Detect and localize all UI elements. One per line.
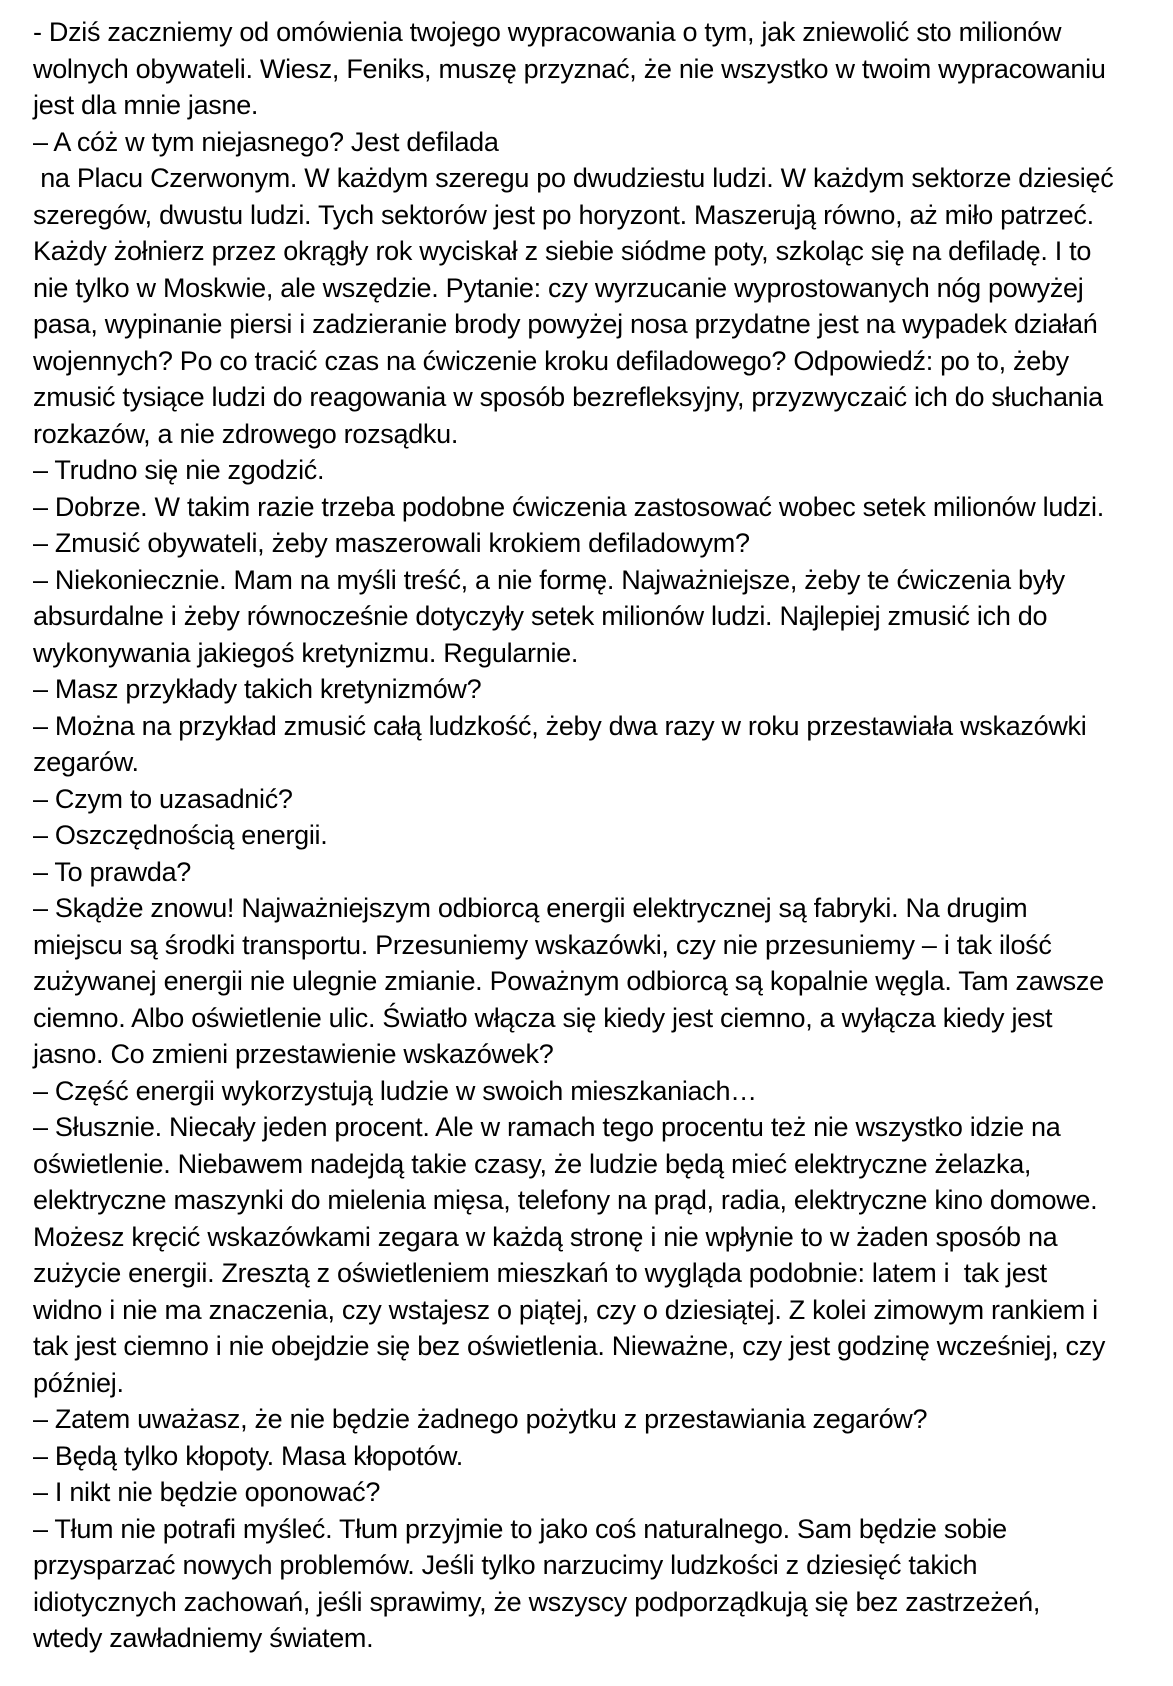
text-line: idiotycznych zachowań, jeśli sprawimy, że wszyscy podporządkują się bez zastrzeżeń, [33,1586,1041,1617]
text-line: zużycie energii. Zresztą z oświetleniem mieszkań to wygląda podobnie: latem i tak jest [33,1258,1047,1288]
text-line: tak jest ciemno i nie obejdzie się bez oświetlenia. Nieważne, czy jest godzinę wcześniej, czy [33,1331,1106,1361]
text-line: elektryczne maszynki do mielenia mięsa, telefony na prąd, radia, elektryczne kino domowe. [33,1185,1098,1215]
text-line: nie tylko w Moskwie, ale wszędzie. Pytanie: czy wyrzucanie wyprostowanych nóg powyżej [33,272,1084,303]
text-line: – To prawda? [33,856,192,887]
text-line: przysparzać nowych problemów. Jeśli tylko narzucimy ludzkości z dziesięć takich [33,1550,978,1580]
text-line: – Część energii wykorzystują ludzie w swoich mieszkaniach… [33,1075,757,1106]
text-line: – Dobrze. W takim razie trzeba podobne ćwiczenia zastosować wobec setek milionów ludzi. [33,491,1104,522]
text-line: na Placu Czerwonym. W każdym szeregu po dwudziestu ludzi. W każdym sektorze dziesięć [33,163,1114,193]
text-line: wtedy zawładniemy światem. [33,1623,374,1653]
dialogue-text-block [33,14,1167,1657]
text-line: – Masz przykłady takich kretynizmów? [33,674,482,704]
text-line: – Zatem uważasz, że nie będzie żadnego pożytku z przestawiania zegarów? [33,1404,928,1434]
text-line: zegarów. [33,747,139,777]
text-line: – Zmusić obywateli, żeby maszerowali krokiem defiladowym? [33,528,750,558]
text-line: – Słusznie. Niecały jeden procent. Ale w ramach tego procentu też nie wszystko idzie na [33,1112,1061,1142]
text-line: wolnych obywateli. Wiesz, Feniks, muszę przyznać, że nie wszystko w twoim wypracowaniu [33,53,1106,84]
text-line: wykonywania jakiegoś kretynizmu. Regularnie. [33,637,579,668]
text-line: wojennych? Po co tracić czas na ćwiczenie kroku defiladowego? Odpowiedź: po to, żeby [33,345,1069,376]
text-line: zużywanej energii nie ulegnie zmianie. Poważnym odbiorcą są kopalnie węgla. Tam zawsze [33,966,1104,996]
text-line: – Można na przykład zmusić całą ludzkość, żeby dwa razy w roku przestawiała wskazówki [33,710,1087,741]
text-line: oświetlenie. Niebawem nadejdą takie czasy, że ludzie będą mieć elektryczne żelazka, [33,1148,1032,1179]
text-line: – Tłum nie potrafi myśleć. Tłum przyjmie to jako coś naturalnego. Sam będzie sobie [33,1513,1007,1544]
text-line: – Czym to uzasadnić? [33,783,293,814]
text-line: – Skądże znowu! Najważniejszym odbiorcą energii elektrycznej są fabryki. Na drugim [33,893,1028,923]
text-line: - Dziś zaczniemy od omówienia twojego wypracowania o tym, jak zniewolić sto milionów [33,17,1062,47]
text-line: miejscu są środki transportu. Przesuniemy wskazówki, czy nie przesuniemy – i tak ilość [33,929,1052,960]
text-line: później. [33,1367,124,1398]
text-line: – Trudno się nie zgodzić. [33,455,325,485]
text-line: pasa, wypinanie piersi i zadzieranie brody powyżej nosa przydatne jest na wypadek działań [33,309,1098,339]
text-line: jest dla mnie jasne. [33,90,259,120]
text-line: zmusić tysiące ludzi do reagowania w sposób bezrefleksyjny, przyzwyczaić ich do słuchania [33,382,1103,412]
text-line: ciemno. Albo oświetlenie ulic. Światło włącza się kiedy jest ciemno, a wyłącza kiedy jest [33,1002,1053,1033]
text-line: absurdalne i żeby równocześnie dotyczyły setek milionów ludzi. Najlepiej zmusić ich do [33,601,1048,631]
text-line: Możesz kręcić wskazówkami zegara w każdą stronę i nie wpłynie to w żaden sposób na [33,1221,1058,1252]
text-line: – A cóż w tym niejasnego? Jest defilada [33,126,499,157]
text-line: – Będą tylko kłopoty. Masa kłopotów. [33,1440,463,1471]
text-line: szeregów, dwustu ludzi. Tych sektorów jest po horyzont. Maszerują równo, aż miło patrzeć. [33,199,1094,230]
text-line: jasno. Co zmieni przestawienie wskazówek? [33,1039,554,1069]
text-line: widno i nie ma znaczenia, czy wstajesz o piątej, czy o dziesiątej. Z kolei zimowym rankiem i [33,1294,1098,1325]
text-line: Każdy żołnierz przez okrągły rok wyciskał z siebie siódme poty, szkoląc się na defiladę. I to [33,236,1092,266]
text-line: – I nikt nie będzie oponować? [33,1477,381,1507]
text-line: rozkazów, a nie zdrowego rozsądku. [33,418,459,449]
text-line: – Oszczędnością energii. [33,820,328,850]
text-line: – Niekoniecznie. Mam na myśli treść, a nie formę. Najważniejsze, żeby te ćwiczenia były [33,564,1065,595]
